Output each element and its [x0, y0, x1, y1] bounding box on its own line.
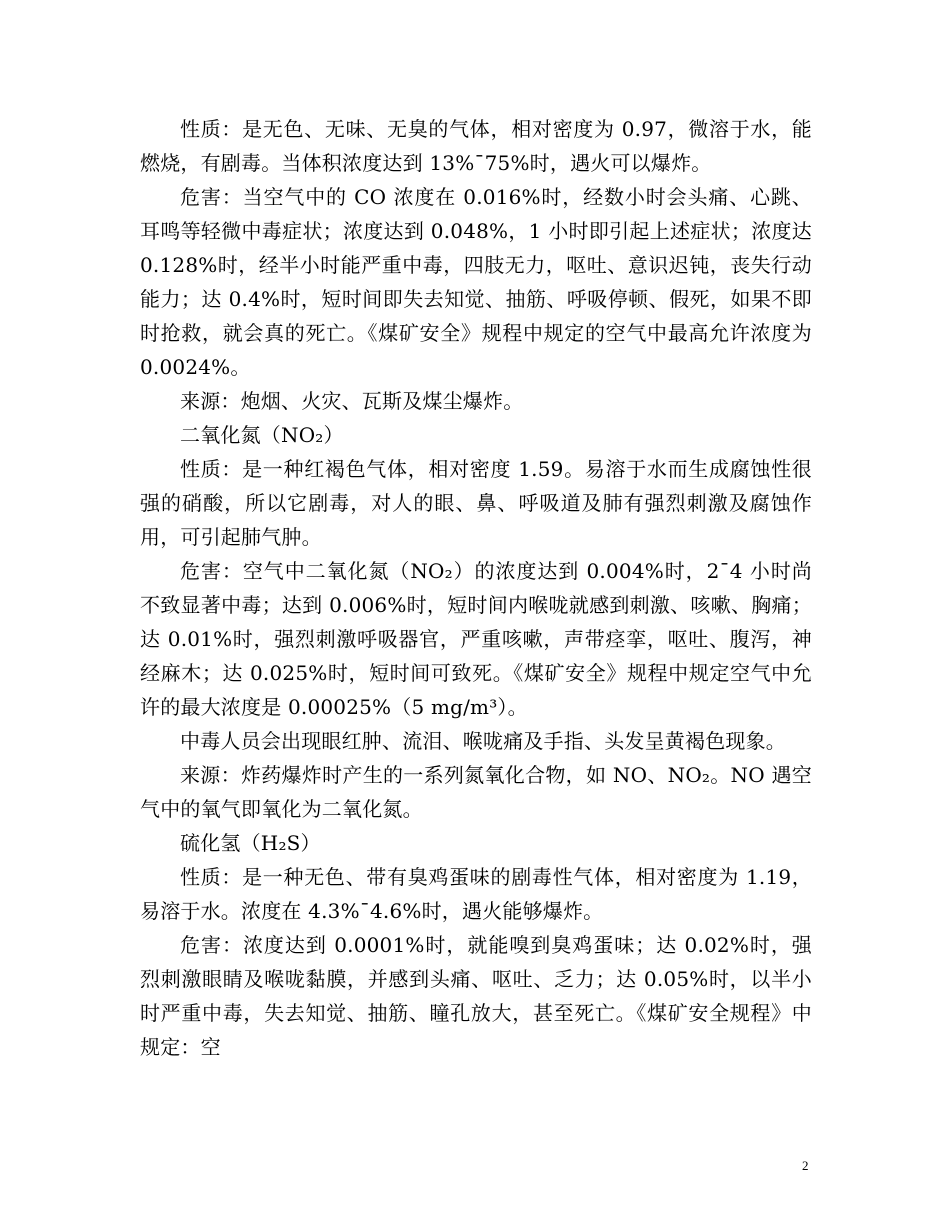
- paragraph-h2s-properties: 性质：是一种无色、带有臭鸡蛋味的剧毒性气体，相对密度为 1.19，易溶于水。浓度在 4.3%¯4.6%时，遇火能够爆炸。: [140, 865, 812, 923]
- paragraph-h2s-hazards: 危害：浓度达到 0.0001%时，就能嗅到臭鸡蛋味；达 0.02%时，强烈刺激眼睛及喉咙黏膜，并感到头痛、呕吐、乏力；达 0.05%时，以半小时严重中毒，失去知觉、抽筋、瞳孔放大，甚至死亡。《煤矿安全规程》中规定：空: [140, 933, 812, 1059]
- paragraph-co-sources: 来源：炮烟、火灾、瓦斯及煤尘爆炸。: [180, 389, 524, 413]
- paragraph-co-properties: 性质：是无色、无味、无臭的气体，相对密度为 0.97，微溶于水，能燃烧，有剧毒。当体积浓度达到 13%¯75%时，遇火可以爆炸。: [140, 117, 812, 175]
- document-body: [140, 112, 812, 1064]
- paragraph-no2-properties: 性质：是一种红褐色气体，相对密度 1.59。易溶于水而生成腐蚀性很强的硝酸，所以它剧毒，对人的眼、鼻、呼吸道及肺有强烈刺激及腐蚀作用，可引起肺气肿。: [140, 457, 812, 549]
- paragraph-no2-symptoms: 中毒人员会出现眼红肿、流泪、喉咙痛及手指、头发呈黄褐色现象。: [180, 729, 786, 753]
- paragraph-no2-hazards: 危害：空气中二氧化氮（NO₂）的浓度达到 0.004%时，2¯4 小时尚不致显著中毒；达到 0.006%时，短时间内喉咙就感到刺激、咳嗽、胸痛；达 0.01%时，强烈刺激呼吸器官，严重咳嗽，声带痉挛，呕吐、腹泻，神经麻木；达 0.025%时，短时间可致死。《煤矿安全》规程中规定空气中允许的最大浓度是 0.00025%（5 mg/m³）。: [140, 559, 812, 719]
- paragraph-no2-sources: 来源：炸药爆炸时产生的一系列氮氧化合物，如 NO、NO₂。NO 遇空气中的氧气即氧化为二氧化氮。: [140, 763, 812, 821]
- heading-h2s: 硫化氢（H₂S）: [180, 831, 321, 855]
- page-number: 2: [802, 1158, 809, 1173]
- heading-no2: 二氧化氮（NO₂）: [180, 423, 344, 447]
- paragraph-co-hazards: 危害：当空气中的 CO 浓度在 0.016%时，经数小时会头痛、心跳、耳鸣等轻微中毒症状；浓度达到 0.048%，1 小时即引起上述症状；浓度达 0.128%时，经半小时能严重中毒，四肢无力，呕吐、意识迟钝，丧失行动能力；达 0.4%时，短时间即失去知觉、抽筋、呼吸停顿、假死，如果不即时抢救，就会真的死亡。《煤矿安全》规程中规定的空气中最高允许浓度为 0.0024%。: [140, 185, 812, 379]
